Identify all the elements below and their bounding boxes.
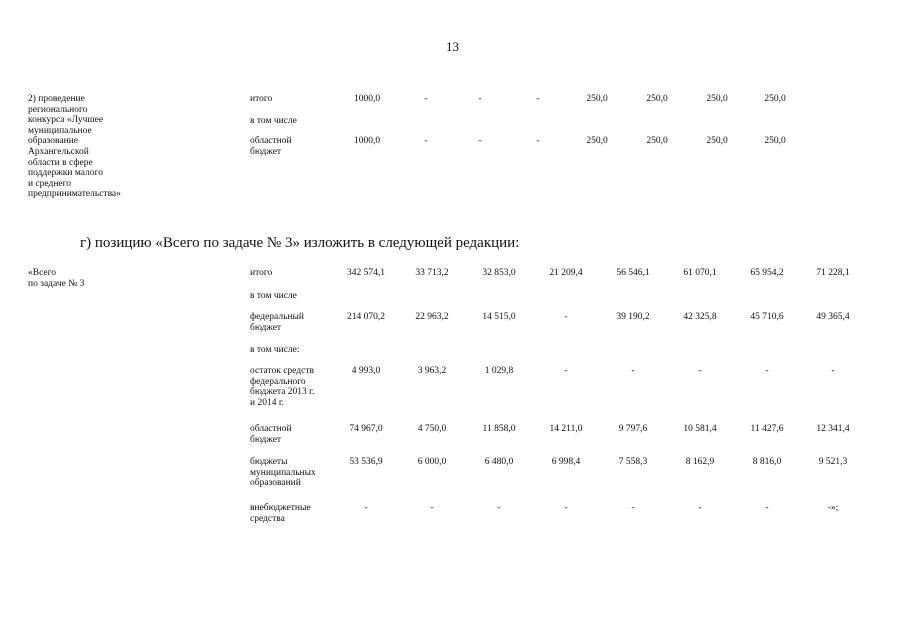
row-group-title-line: 2) проведение — [28, 94, 85, 104]
value-cell: - — [631, 503, 635, 513]
value-cell: 1000,0 — [353, 94, 381, 104]
value-cell: 1 029,8 — [484, 366, 514, 376]
value-cell: 6 000,0 — [417, 457, 447, 467]
value-cell: 8 816,0 — [752, 457, 782, 467]
value-cell: 1000,0 — [353, 136, 381, 146]
value-cell: - — [564, 366, 568, 376]
value-cell: 74 967,0 — [349, 424, 383, 434]
value-cell: - — [698, 503, 702, 513]
value-cell: - — [765, 366, 769, 376]
row-label-line: областной — [250, 424, 292, 434]
row-label-line: внебюджетные — [250, 503, 311, 513]
row-label-line: в том числе: — [250, 345, 300, 355]
row-group-title-line: по задаче № 3 — [28, 278, 85, 289]
value-cell: 39 190,2 — [616, 312, 650, 322]
row-group-title-line: регионального — [28, 104, 88, 115]
value-cell: 42 325,8 — [683, 312, 717, 322]
value-cell: 250,0 — [706, 94, 728, 104]
value-cell: - — [536, 94, 540, 104]
value-cell: 33 713,2 — [415, 268, 449, 278]
value-cell: - — [536, 136, 540, 146]
row-group-title-line: области в сфере — [28, 157, 93, 168]
value-cell: - — [364, 503, 368, 513]
value-cell: 250,0 — [764, 94, 786, 104]
value-cell: 21 209,4 — [549, 268, 583, 278]
row-label-line: бюджета 2013 г. — [250, 387, 315, 398]
row-label-line: итого — [250, 268, 273, 278]
row-group-title-line: образование — [28, 136, 78, 147]
value-cell: 3 963,2 — [417, 366, 447, 376]
value-cell: - — [698, 366, 702, 376]
value-cell: 53 536,9 — [349, 457, 383, 467]
value-cell: 250,0 — [706, 136, 728, 146]
value-cell: 11 427,6 — [750, 424, 784, 434]
value-cell: 22 963,2 — [415, 312, 449, 322]
value-cell: 342 574,1 — [347, 268, 385, 278]
row-label-line: бюджет — [250, 146, 282, 157]
value-cell: - — [497, 503, 501, 513]
value-cell: - — [478, 94, 482, 104]
row-label-line: бюджет — [250, 322, 282, 333]
row-group-title-line: конкурса «Лучшее — [28, 115, 104, 126]
row-label-line: бюджет — [250, 434, 282, 445]
row-label-line: итого — [250, 94, 273, 104]
value-cell: 14 515,0 — [482, 312, 516, 322]
value-cell: 250,0 — [586, 136, 608, 146]
page-number: 13 — [446, 39, 459, 54]
value-cell: 6 998,4 — [551, 457, 581, 467]
value-cell: 9 521,3 — [818, 457, 848, 467]
row-label-line: федерального — [250, 376, 306, 387]
value-cell: -»; — [827, 503, 839, 513]
value-cell: 250,0 — [646, 94, 668, 104]
value-cell: 4 993,0 — [351, 366, 381, 376]
value-cell: 250,0 — [764, 136, 786, 146]
value-cell: 45 710,6 — [750, 312, 784, 322]
value-cell: 9 797,6 — [618, 424, 648, 434]
value-cell: - — [765, 503, 769, 513]
value-cell: - — [631, 366, 635, 376]
value-cell: 14 211,0 — [549, 424, 583, 434]
value-cell: 10 581,4 — [683, 424, 717, 434]
value-cell: 7 558,3 — [618, 457, 648, 467]
value-cell: 4 750,0 — [417, 424, 447, 434]
value-cell: 214 070,2 — [347, 312, 385, 322]
value-cell: 11 858,0 — [482, 424, 516, 434]
row-label-line: в том числе — [250, 291, 297, 301]
row-group-title-line: поддержки малого — [28, 168, 103, 179]
value-cell: 32 853,0 — [482, 268, 516, 278]
row-label-line: муниципальных — [250, 467, 316, 478]
value-cell: 61 070,1 — [683, 268, 717, 278]
value-cell: 12 341,4 — [816, 424, 850, 434]
value-cell: 6 480,0 — [484, 457, 514, 467]
value-cell: 71 228,1 — [816, 268, 850, 278]
value-cell: 56 546,1 — [616, 268, 650, 278]
value-cell: 250,0 — [586, 94, 608, 104]
row-label-line: средства — [250, 513, 285, 524]
value-cell: - — [478, 136, 482, 146]
row-group-title-line: «Всего — [28, 268, 57, 278]
value-cell: - — [831, 366, 835, 376]
value-cell: 49 365,4 — [816, 312, 850, 322]
row-group-title-line: муниципальное — [28, 125, 92, 136]
value-cell: 250,0 — [646, 136, 668, 146]
section-heading: г) позицию «Всего по задаче № 3» изложить в следующей редакции: — [80, 235, 520, 251]
row-group-title-line: предпринимательства» — [28, 189, 121, 200]
row-label-line: остаток средств — [250, 366, 314, 376]
row-label-line: федеральный — [250, 312, 304, 322]
row-group-title-line: и среднего — [28, 178, 72, 189]
value-cell: - — [424, 136, 428, 146]
row-label-line: в том числе — [250, 116, 297, 126]
row-label-line: бюджеты — [250, 457, 288, 467]
value-cell: - — [564, 503, 568, 513]
value-cell: - — [430, 503, 434, 513]
row-group-title-line: Архангельской — [28, 147, 89, 157]
value-cell: 65 954,2 — [750, 268, 784, 278]
row-label-line: областной — [250, 136, 292, 146]
value-cell: - — [564, 312, 568, 322]
row-label-line: образований — [250, 478, 301, 489]
row-label-line: и 2014 г. — [250, 397, 285, 408]
value-cell: 8 162,9 — [685, 457, 715, 467]
value-cell: - — [424, 94, 428, 104]
